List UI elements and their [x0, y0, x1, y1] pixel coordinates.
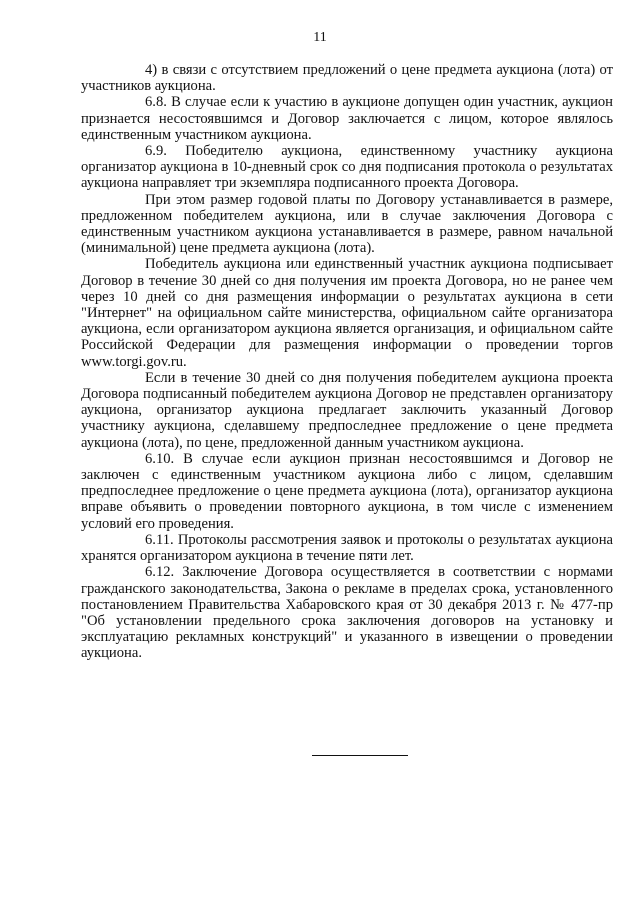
paragraph-6-11: 6.11. Протоколы рассмотрения заявок и протоколы о результатах аукциона хранятся организатором аукциона в течение пяти лет.: [81, 531, 613, 565]
paragraph-6-10: 6.10. В случае если аукцион признан несостоявшимся и Договор не заключен с единственным участником аукциона либо с лицом, сделавшим предпоследнее предложение о цене предмета аукциона (лота), организатор аукциона вправе объявить о проведении повторного аукциона, в том числе с изменением условий его проведения.: [81, 450, 613, 532]
paragraph-6-12: 6.12. Заключение Договора осуществляется в соответствии с нормами гражданского законодательства, Закона о рекламе в пределах срока, установленного постановлением Правительства Хабаровского края от 30 декабря 2013 г. № 477-пр "Об установлении предельного срока заключения договоров на установку и эксплуатацию рекламных конструкций" и указанного в извещении о проведении аукциона.: [81, 564, 613, 662]
paragraph-item-4: 4) в связи с отсутствием предложений о цене предмета аукциона (лота) от участников аукциона.: [81, 62, 613, 95]
paragraph-annual-fee: При этом размер годовой платы по Договору устанавливается в размере, предложенном победителем аукциона, или в случае заключения Договора с единственным участником аукциона устанавливается в размере, равном начальной (минимальной) цене предмета аукциона (лота).: [81, 191, 613, 257]
document-body: [81, 62, 613, 662]
paragraph-6-8: 6.8. В случае если к участию в аукционе допущен один участник, аукцион признается несостоявшимся и Договор заключается с лицом, которое являлось единственным участником аукциона.: [81, 94, 613, 143]
page-number: 11: [313, 30, 327, 45]
paragraph-6-9: 6.9. Победителю аукциона, единственному участнику аукциона организатор аукциона в 10-дневный срок со дня подписания протокола о результатах аукциона направляет три экземпляра подписанного проекта Договора.: [81, 143, 613, 192]
paragraph-signing-terms: Победитель аукциона или единственный участник аукциона подписывает Договор в течение 30 дней со дня получения им проекта Договора, но не ранее чем через 10 дней со дня размещения информации о результатах аукциона в сети "Интернет" на официальном сайте министерства, официальном сайте организатора аукциона, если организатором аукциона является организация, и официальном сайте Российской Федерации для размещения информации о проведении торгов www.torgi.gov.ru.: [81, 256, 613, 370]
paragraph-unsigned-contract: Если в течение 30 дней со дня получения победителем аукциона проекта Договора подписанный победителем аукциона Договор не представлен организатору аукциона, организатор аукциона предлагает заключить указанный Договор участнику аукциона, сделавшему предпоследнее предложение о цене предмета аукциона (лота), по цене, предложенной данным участником аукциона.: [81, 369, 613, 451]
end-divider-line: [312, 755, 408, 756]
